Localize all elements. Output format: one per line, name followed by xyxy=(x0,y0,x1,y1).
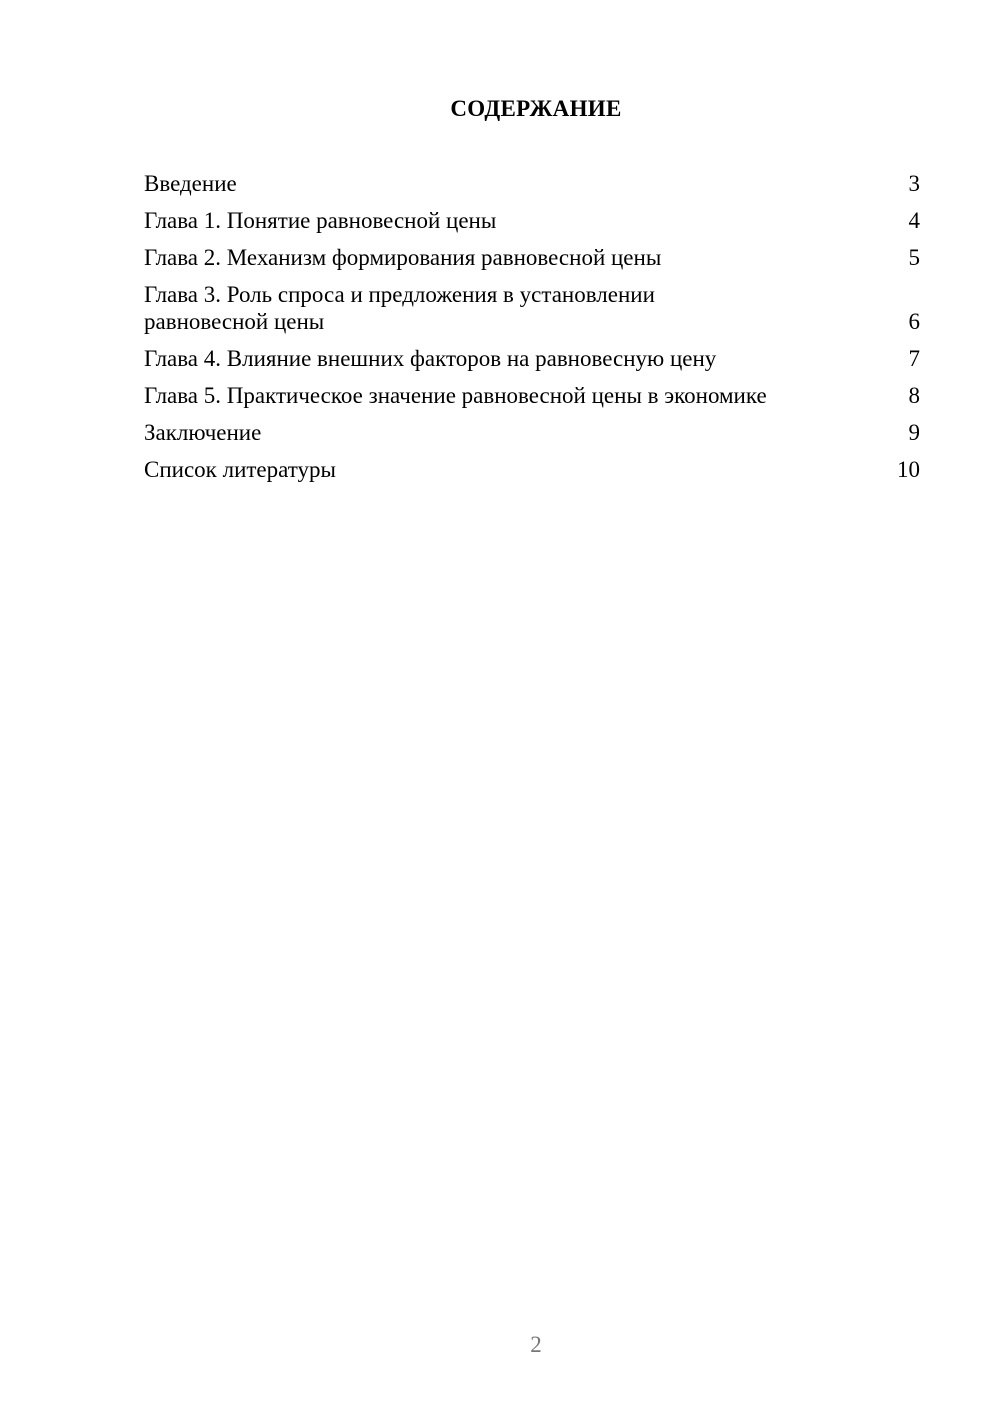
toc-entry-title: Глава 2. Механизм формирования равновесной цены xyxy=(144,245,662,270)
toc-entry-page: 10 xyxy=(897,457,920,482)
toc-entry-chapter-3 xyxy=(144,281,920,335)
toc-entry-page: 8 xyxy=(908,383,920,408)
toc-entry-page: 7 xyxy=(908,346,920,371)
toc-entry-chapter-4 xyxy=(144,345,920,372)
toc-entry-page: 3 xyxy=(908,171,920,196)
toc-entry-title: Глава 4. Влияние внешних факторов на равновесную цену xyxy=(144,346,717,371)
toc-entry-chapter-2 xyxy=(144,244,920,271)
toc-entry-chapter-1 xyxy=(144,207,920,234)
toc-entry-title: Глава 3. Роль спроса и предложения в установлении равновесной цены xyxy=(144,282,655,334)
toc-entry-title: Заключение xyxy=(144,420,262,445)
toc-entry-title: Глава 5. Практическое значение равновесной цены в экономике xyxy=(144,383,767,408)
toc-entry-page: 4 xyxy=(908,208,920,233)
table-of-contents xyxy=(144,170,920,493)
page-number: 2 xyxy=(530,1332,542,1357)
toc-entry-page: 6 xyxy=(908,309,920,334)
toc-entry-page: 5 xyxy=(908,245,920,270)
page-title: СОДЕРЖАНИЕ xyxy=(450,96,622,121)
toc-entry-conclusion xyxy=(144,419,920,446)
toc-entry-page: 9 xyxy=(908,420,920,445)
toc-entry-title: Глава 1. Понятие равновесной цены xyxy=(144,208,497,233)
toc-entry-bibliography xyxy=(144,456,920,483)
toc-entry-title: Список литературы xyxy=(144,457,336,482)
toc-entry-title: Введение xyxy=(144,171,237,196)
toc-entry-introduction xyxy=(144,170,920,197)
toc-entry-chapter-5 xyxy=(144,382,920,409)
